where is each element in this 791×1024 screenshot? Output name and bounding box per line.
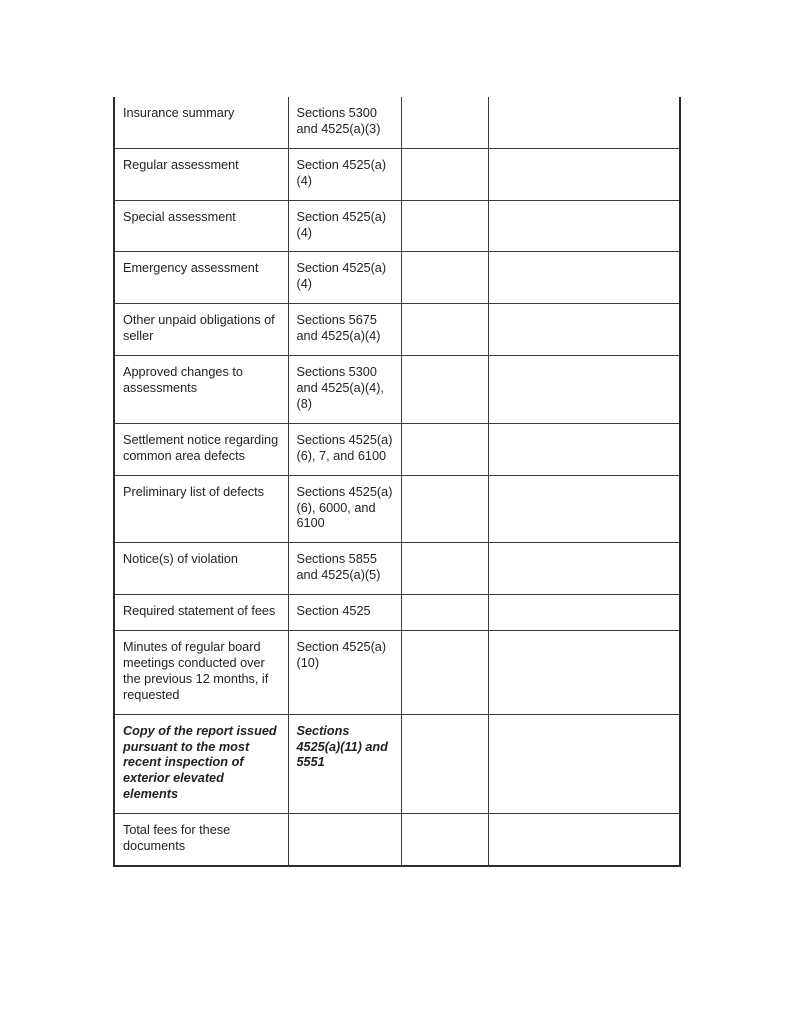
table-row (114, 714, 680, 814)
cell-fee[interactable] (401, 200, 488, 252)
table-row (114, 304, 680, 356)
table-row (114, 543, 680, 595)
cell-fee[interactable] (401, 356, 488, 424)
cell-fee[interactable] (401, 304, 488, 356)
table-row (114, 423, 680, 475)
cell-civil-code-section: Section 4525(a)(4) (288, 148, 401, 200)
cell-notes[interactable] (488, 714, 680, 814)
cell-notes[interactable] (488, 423, 680, 475)
table-body (114, 97, 680, 866)
cell-civil-code-section: Sections 4525(a)(6), 7, and 6100 (288, 423, 401, 475)
cell-document-name: Preliminary list of defects (114, 475, 288, 543)
cell-fee[interactable] (401, 423, 488, 475)
cell-civil-code-section: Sections 5675 and 4525(a)(4) (288, 304, 401, 356)
cell-document-name: Minutes of regular board meetings conducted over the previous 12 months, if requested (114, 631, 288, 715)
cell-document-name: Approved changes to assessments (114, 356, 288, 424)
cell-notes[interactable] (488, 631, 680, 715)
cell-notes[interactable] (488, 304, 680, 356)
cell-document-name: Emergency assessment (114, 252, 288, 304)
cell-fee[interactable] (401, 148, 488, 200)
cell-document-name: Insurance summary (114, 97, 288, 148)
cell-document-name: Total fees for these documents (114, 814, 288, 866)
cell-civil-code-section (288, 814, 401, 866)
cell-fee[interactable] (401, 543, 488, 595)
cell-fee[interactable] (401, 595, 488, 631)
cell-civil-code-section: Section 4525(a)(4) (288, 252, 401, 304)
table-row (114, 356, 680, 424)
cell-civil-code-section: Sections 4525(a)(6), 6000, and 6100 (288, 475, 401, 543)
cell-fee[interactable] (401, 631, 488, 715)
table-row (114, 631, 680, 715)
cell-document-name: Special assessment (114, 200, 288, 252)
table-row (114, 475, 680, 543)
cell-document-name: Required statement of fees (114, 595, 288, 631)
cell-civil-code-section: Sections 5300 and 4525(a)(3) (288, 97, 401, 148)
cell-fee[interactable] (401, 252, 488, 304)
cell-fee[interactable] (401, 714, 488, 814)
cell-notes[interactable] (488, 595, 680, 631)
cell-notes[interactable] (488, 475, 680, 543)
table-row (114, 595, 680, 631)
cell-fee[interactable] (401, 97, 488, 148)
table-row (114, 252, 680, 304)
cell-document-name: Other unpaid obligations of seller (114, 304, 288, 356)
cell-document-name: Settlement notice regarding common area defects (114, 423, 288, 475)
cell-civil-code-section: Sections 4525(a)(11) and 5551 (288, 714, 401, 814)
table-row (114, 97, 680, 148)
cell-document-name: Copy of the report issued pursuant to the most recent inspection of exterior elevated elements (114, 714, 288, 814)
cell-civil-code-section: Section 4525(a)(4) (288, 200, 401, 252)
table-row (114, 200, 680, 252)
cell-civil-code-section: Section 4525 (288, 595, 401, 631)
cell-notes[interactable] (488, 148, 680, 200)
cell-document-name: Regular assessment (114, 148, 288, 200)
cell-civil-code-section: Section 4525(a)(10) (288, 631, 401, 715)
cell-civil-code-section: Sections 5300 and 4525(a)(4), (8) (288, 356, 401, 424)
document-disclosure-fee-table (113, 97, 681, 867)
cell-fee[interactable] (401, 814, 488, 866)
table-row (114, 814, 680, 866)
cell-notes[interactable] (488, 356, 680, 424)
cell-notes[interactable] (488, 252, 680, 304)
table-row (114, 148, 680, 200)
cell-fee[interactable] (401, 475, 488, 543)
cell-civil-code-section: Sections 5855 and 4525(a)(5) (288, 543, 401, 595)
cell-notes[interactable] (488, 814, 680, 866)
cell-document-name: Notice(s) of violation (114, 543, 288, 595)
cell-notes[interactable] (488, 97, 680, 148)
cell-notes[interactable] (488, 200, 680, 252)
cell-notes[interactable] (488, 543, 680, 595)
